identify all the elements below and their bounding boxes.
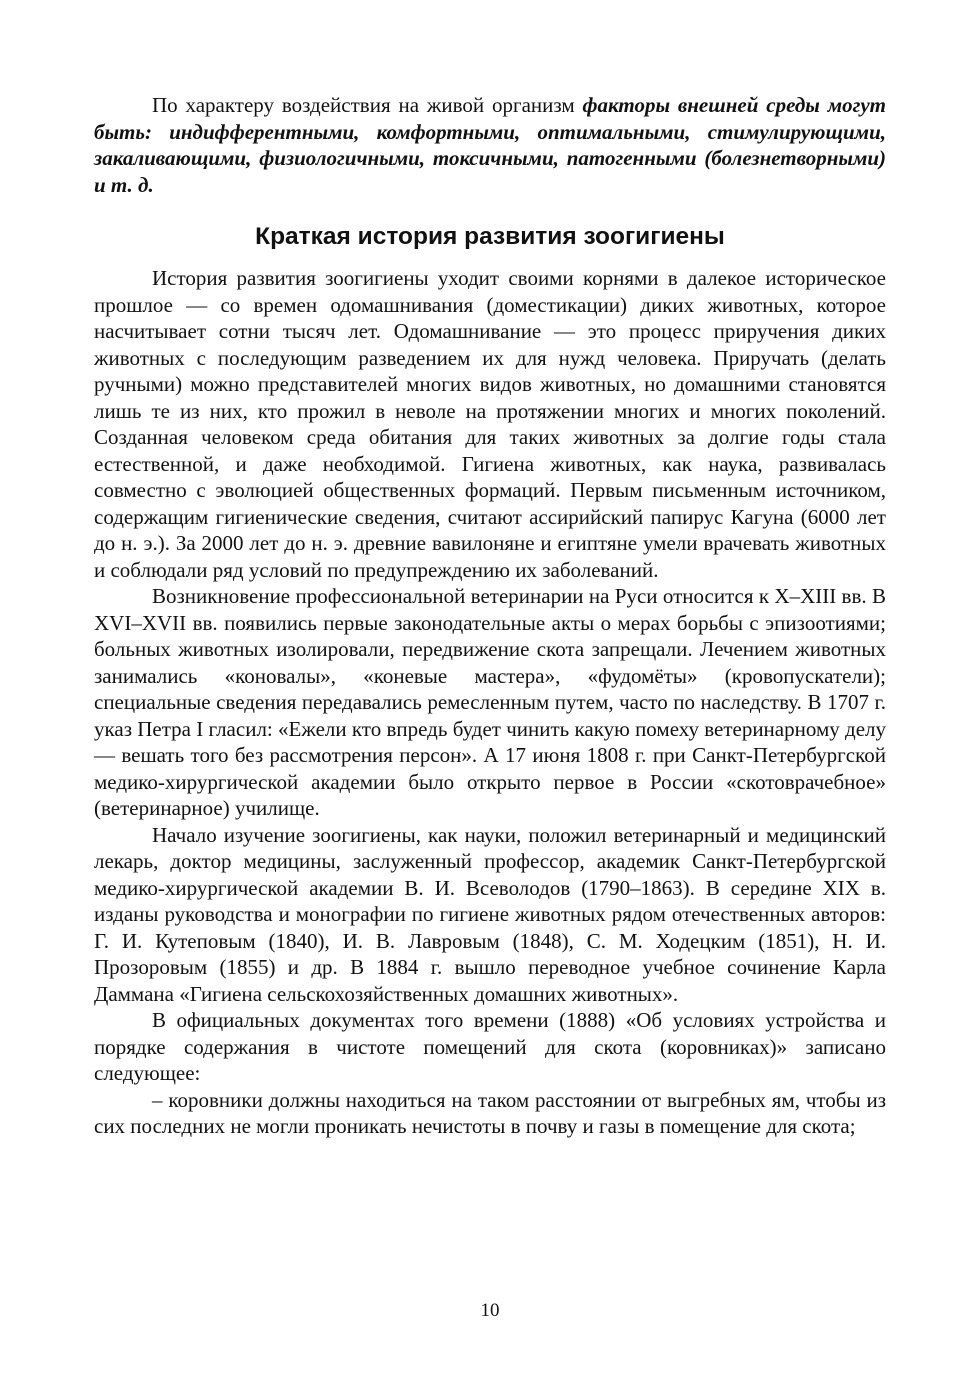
paragraph-veterinary-rus: Возникновение профессиональной ветеринарии на Руси относится к X–XIII вв. В XVI–XVII вв. появились первые законодательные акты о мерах борьбы с эпизоотиями; больных животных изолировали, передвижение скота запрещали. Лечением животных занимались «коновалы», «коневые мастера», «фудомёты» (кровопускатели); специальные сведения передавались ремесленным путем, часто по наследству. В 1707 г. указ Петра I гласил: «Ежели кто впредь будет чинить какую помеху ветеринарному делу — вешать того без рассмотрения персон». А 17 июня 1808 г. при Санкт-Петербургской медико-хирургической академии было открыто первое в России «скотоврачебное» (ветеринарное) училище. [94,584,886,820]
paragraph-official-documents: В официальных документах того времени (1888) «Об условиях устройства и порядке содержания в чистоте помещений для скота (коровниках)» записано следующее: [94,1008,886,1085]
paragraph-domestication: История развития зоогигиены уходит своими корнями в далекое историческое прошлое — со времен одомашнивания (доместикации) диких животных, которое насчитывает сотни тысяч лет. Одомашнивание — это процесс приручения диких животных с последующим разведением их для нужд человека. Приручать (делать ручными) можно представителей многих видов животных, но домашними становятся лишь те из них, кто прожил в неволе на протяжении многих и многих поколений. Созданная человеком среда обитания для таких животных за долгие годы стала естественной, и даже необходимой. Гигиена животных, как наука, развивалась совместно с эволюцией общественных формаций. Первым письменным источником, содержащим гигиенические сведения, считают ассирийский папирус Кагуна (6000 лет до н. э.). За 2000 лет до н. э. древние вавилоняне и египтяне умели врачевать животных и соблюдали ряд условий по предупреждению их заболеваний. [94,266,886,582]
document-page [94,92,886,1140]
paragraph-list-item: – коровники должны находиться на таком расстоянии от выгребных ям, чтобы из сих последних не могли проникать нечистоты в почву и газы в помещение для скота; [94,1087,886,1138]
paragraph-vsevolodov: Начало изучение зоогигиены, как науки, положил ветеринарный и медицинский лекарь, доктор медицины, заслуженный профессор, академик Санкт-Петербургской медико-хирургической академии В. И. Всеволодов (1790–1863). В середине XIX в. изданы руководства и монографии по гигиене животных рядом отечественных авторов: Г. И. Кутеповым (1840), И. В. Лавровым (1848), С. М. Ходецким (1851), Н. И. Прозоровым (1855) и др. В 1884 г. вышло переводное учебное сочинение Карла Даммана «Гигиена сельскохозяйственных домашних животных». [94,822,886,1006]
section-heading: Краткая история развития зоогигиены [255,223,725,250]
intro-emphasis: факторы внешней среды могут быть: индифферентными, комфортными, оптимальными, стимулирующими, закаливающими, физиологичными, токсичными, патогенными (болезнетворными) и т. д. [94,93,886,197]
page-number: 10 [480,1300,500,1321]
intro-text: По характеру воздействия на живой организм [152,93,583,117]
intro-paragraph [94,92,886,198]
